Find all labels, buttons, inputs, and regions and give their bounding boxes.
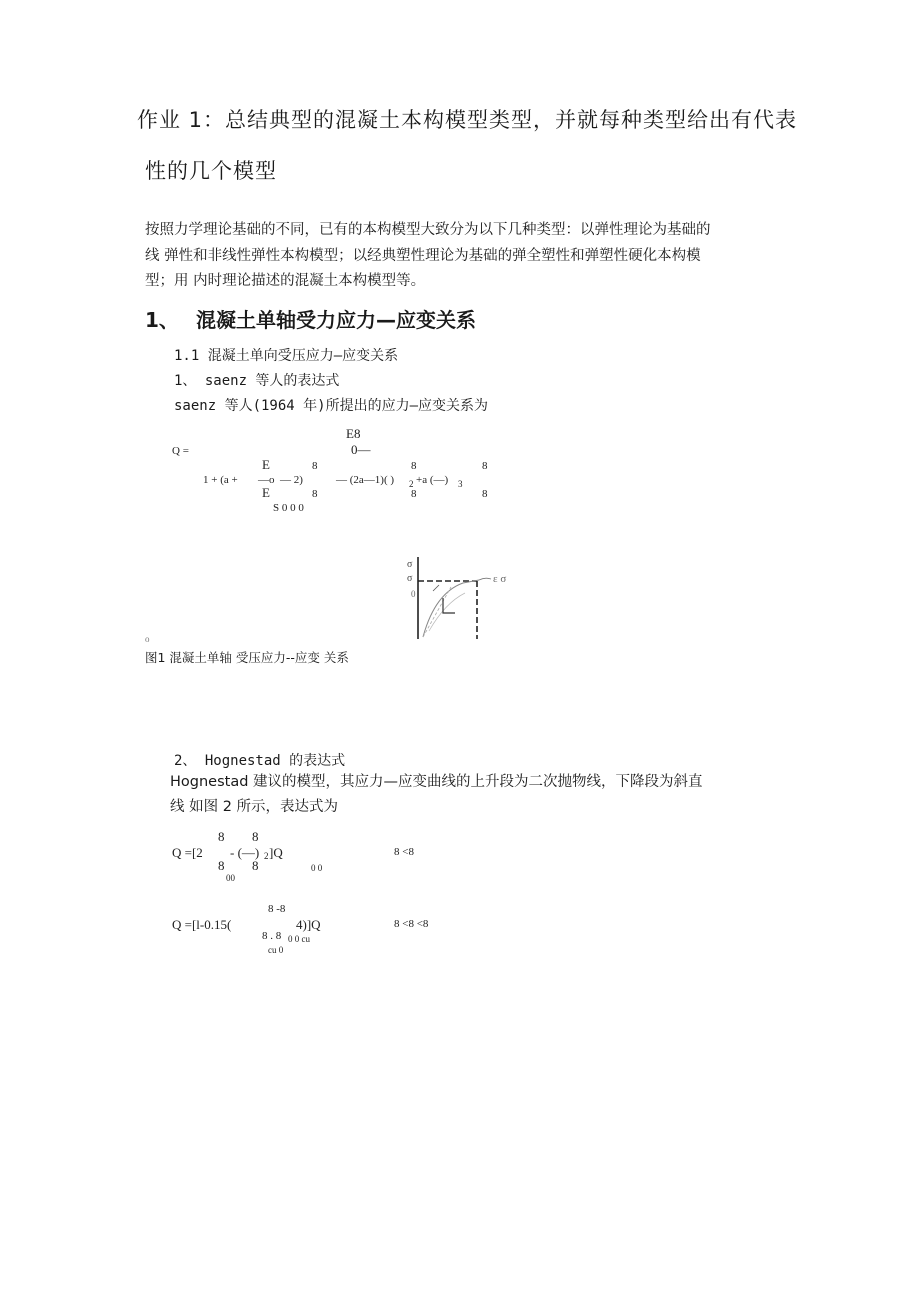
figure1-hash bbox=[433, 585, 439, 591]
formula2-bot2: 8 bbox=[252, 858, 259, 873]
item2-description-line2: 线 如图 2 所示，表达式为 bbox=[170, 799, 339, 815]
formula2-top1: 8 bbox=[218, 829, 225, 844]
item1-description: saenz 等人(1964 年)所提出的应力—应变关系为 bbox=[174, 398, 489, 414]
figure1-zero: 0 bbox=[411, 589, 416, 599]
formula2-mid: - (—) bbox=[230, 845, 260, 860]
formula2-rb: ]Q bbox=[269, 845, 283, 860]
figure1-tangent bbox=[423, 587, 451, 637]
formula1-part-a: 1 + (a + bbox=[203, 474, 238, 486]
formula1-frac-mid: —o bbox=[258, 474, 275, 486]
formula2-bot1: 8 bbox=[218, 858, 225, 873]
formula2-lhs: Q =[2 bbox=[172, 845, 203, 860]
formula1-part-c: +a (—) bbox=[416, 474, 449, 486]
formula1-col3-top: 8 bbox=[482, 460, 488, 472]
formula3-rhs: 4)]Q bbox=[296, 917, 321, 932]
intro-line2: 线 弹性和非线性弹性本构模型；以经典塑性理论为基础的弹全塑性和弹塑性硬化本构模 bbox=[145, 248, 701, 264]
item2-description-line1: Hognestad 建议的模型，其应力—应变曲线的上升段为二次抛物线，下降段为斜直 bbox=[170, 774, 703, 790]
formula3-bot-sub: 0 0 cu bbox=[288, 934, 310, 944]
formula3-lhs: Q =[l-0.15( bbox=[172, 917, 232, 932]
formula3-condition: 8 <8 <8 bbox=[394, 918, 429, 930]
figure1-caption: 图1 混凝土单轴 受压应力--应变 关系 bbox=[145, 650, 349, 665]
formula1-frac-top: E bbox=[262, 457, 270, 472]
intro-line3: 型；用 内时理论描述的混凝土本构模型等。 bbox=[145, 273, 426, 289]
formula1-num-bot: 0— bbox=[351, 442, 371, 457]
figure1-curve bbox=[423, 580, 479, 637]
figure1-stress-strain-diagram bbox=[395, 553, 525, 643]
formula2-sub2: 2 bbox=[264, 851, 269, 861]
intro-line1: 按照力学理论基础的不同，已有的本构模型大致分为以下几种类型：以弹性理论为基础的 bbox=[145, 222, 711, 238]
formula1-col1-bot: 8 bbox=[312, 488, 318, 500]
section1-number: 1、 bbox=[145, 308, 179, 332]
figure1-sigma-top: σ bbox=[407, 559, 413, 570]
formula1-col1-top: 8 bbox=[312, 460, 318, 472]
section1-heading: 混凝土单轴受力应力—应变关系 bbox=[196, 308, 476, 332]
formula2-bot1-sub: 00 bbox=[226, 873, 235, 883]
item2-heading: 2、 Hognestad 的表达式 bbox=[174, 753, 346, 769]
formula1-sub3: 3 bbox=[458, 479, 463, 489]
figure1-secant bbox=[429, 593, 465, 631]
figure1-sigma-mid: σ bbox=[407, 573, 413, 584]
formula2-bot2-sub: 0 0 bbox=[311, 863, 323, 873]
formula1-num-top: E8 bbox=[346, 426, 361, 441]
figure1-leader bbox=[479, 578, 491, 580]
formula1-sub2: 2 bbox=[409, 479, 414, 489]
formula3-bot-sub2: cu 0 bbox=[268, 945, 284, 955]
formula1-frac-bot: E bbox=[262, 485, 270, 500]
formula2-condition: 8 <8 bbox=[394, 846, 414, 858]
figure1-label-right: ε σ bbox=[493, 573, 507, 585]
item1-heading: 1、 saenz 等人的表达式 bbox=[174, 373, 340, 389]
figure1-corner-mark: o bbox=[145, 634, 150, 644]
subsection-1-1: 1.1 混凝土单向受压应力—应变关系 bbox=[174, 348, 399, 364]
formula3-top: 8 -8 bbox=[268, 903, 286, 915]
formula3-bot: 8 . 8 bbox=[262, 930, 282, 942]
page-title-line1: 作业 1：总结典型的混凝土本构模型类型，并就每种类型给出有代表 bbox=[137, 108, 798, 132]
formula1-minus2: — 2) bbox=[280, 474, 303, 486]
formula1-s-label: S 0 0 0 bbox=[273, 502, 304, 514]
formula2-top2: 8 bbox=[252, 829, 259, 844]
formula1-col3-bot: 8 bbox=[482, 488, 488, 500]
formula1-part-b: — (2a—1)( ) bbox=[336, 474, 395, 486]
formula1-col2-bot: 8 bbox=[411, 488, 417, 500]
page-title-line2: 性的几个模型 bbox=[145, 159, 277, 183]
formula1-col2-top: 8 bbox=[411, 460, 417, 472]
figure1-slope-marker bbox=[443, 598, 455, 613]
formula1-lhs: Q = bbox=[172, 445, 189, 457]
